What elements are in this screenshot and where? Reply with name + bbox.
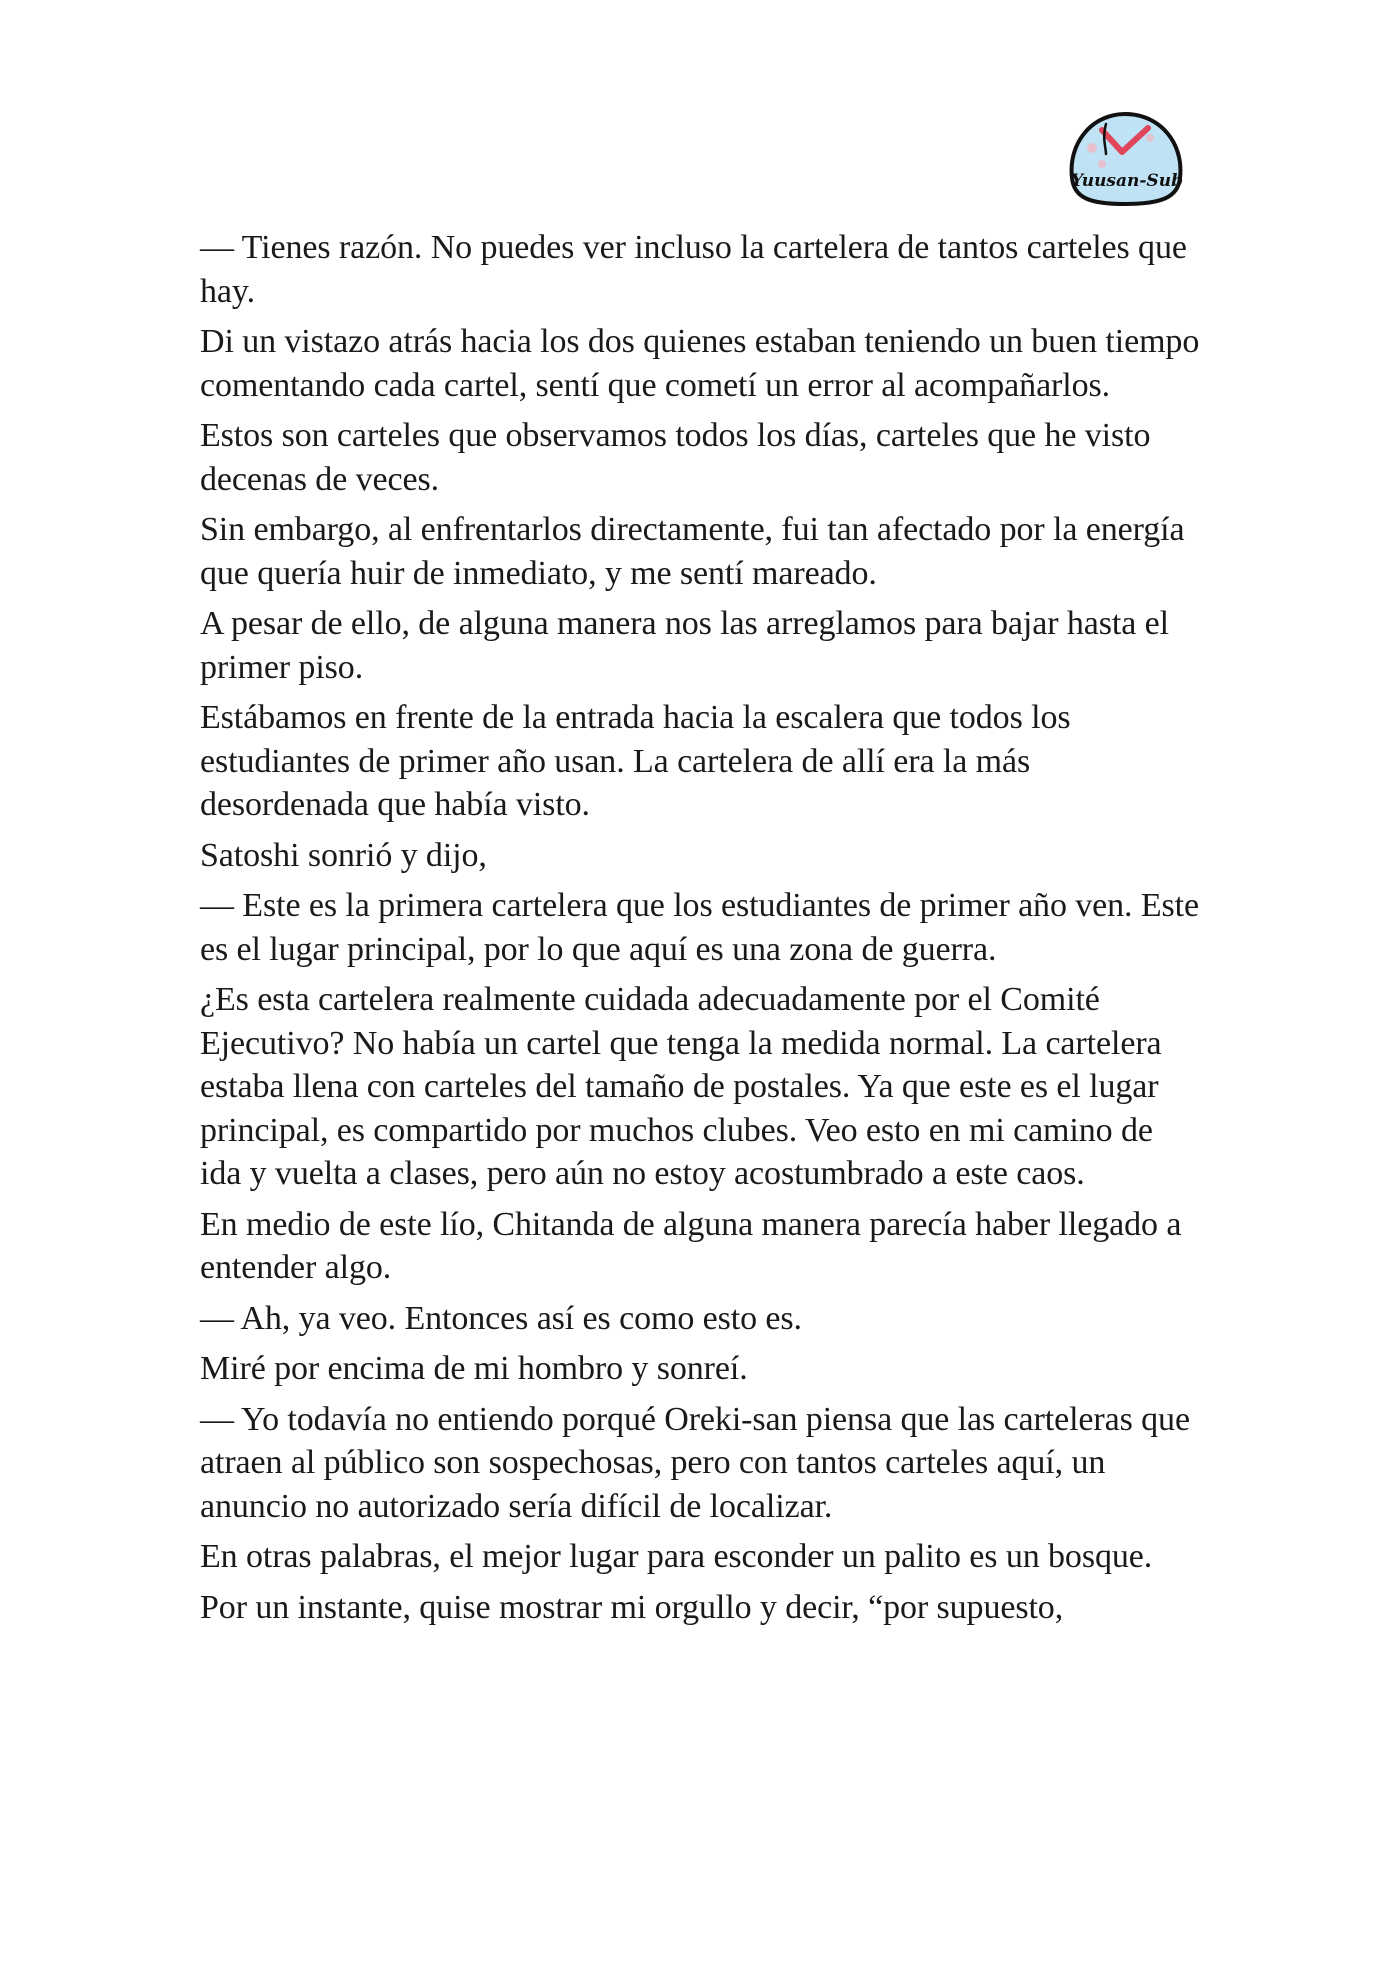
paragraph: En medio de este lío, Chitanda de alguna manera parecía haber llegado a entender algo. bbox=[200, 1205, 1182, 1286]
logo-badge-icon bbox=[1062, 108, 1188, 208]
paragraph: En otras palabras, el mejor lugar para esconder un palito es un bosque. bbox=[200, 1538, 1153, 1575]
document-body bbox=[200, 226, 1200, 1636]
paragraph: — Este es la primera cartelera que los estudiantes de primer año ven. Este es el lugar principal, por lo que aquí es una zona de guerra. bbox=[200, 887, 1199, 968]
paragraph: — Tienes razón. No puedes ver incluso la cartelera de tantos carteles que hay. bbox=[200, 229, 1187, 310]
paragraph: Miré por encima de mi hombro y sonreí. bbox=[200, 1350, 748, 1387]
paragraph: Di un vistazo atrás hacia los dos quienes estaban teniendo un buen tiempo comentando cada cartel, sentí que cometí un error al acompañarlos. bbox=[200, 323, 1200, 404]
paragraph: Estos son carteles que observamos todos los días, carteles que he visto decenas de veces. bbox=[200, 417, 1151, 498]
paragraph: Por un instante, quise mostrar mi orgullo y decir, “por supuesto, bbox=[200, 1588, 1064, 1626]
paragraph: Sin embargo, al enfrentarlos directamente, fui tan afectado por la energía que quería huir de inmediato, y me sentí mareado. bbox=[200, 511, 1185, 592]
paragraph: — Yo todavía no entiendo porqué Oreki-san piensa que las carteleras que atraen al público son sospechosas, pero con tantos carteles aquí, un anuncio no autorizado sería difícil de localizar. bbox=[200, 1400, 1190, 1525]
paragraph: A pesar de ello, de alguna manera nos las arreglamos para bajar hasta el primer piso. bbox=[200, 605, 1169, 686]
watermark-logo bbox=[1062, 108, 1188, 208]
paragraph: Satoshi sonrió y dijo, bbox=[200, 836, 487, 874]
paragraph: ¿Es esta cartelera realmente cuidada adecuadamente por el Comité Ejecutivo? No había un cartel que tenga la medida normal. La cartelera estaba llena con carteles del tamaño de postales. Ya que este es el lugar principal, es compartido por muchos clubes. Veo esto en mi camino de ida y vuelta a clases, pero aún no estoy acostumbrado a este caos. bbox=[200, 981, 1162, 1192]
paragraph: Estábamos en frente de la entrada hacia la escalera que todos los estudiantes de primer año usan. La cartelera de allí era la más desordenada que había visto. bbox=[200, 699, 1071, 823]
paragraph: — Ah, ya veo. Entonces así es como esto es. bbox=[200, 1299, 802, 1337]
logo-text: Yuusan-Sub bbox=[1071, 171, 1183, 191]
